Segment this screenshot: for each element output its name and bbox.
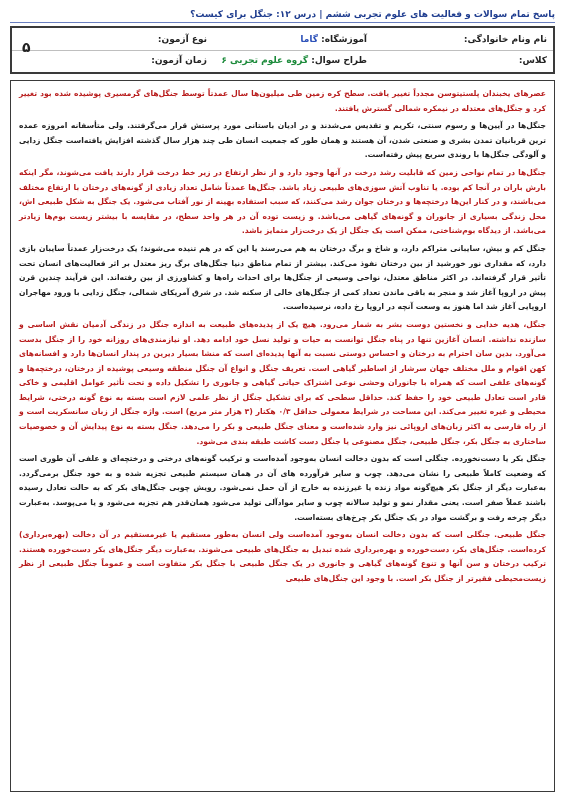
answer-text <box>11 81 554 587</box>
designer-label: طراح سوال: <box>311 56 367 66</box>
header-divider <box>12 50 553 51</box>
class-field[interactable] <box>519 52 547 70</box>
paragraph-1: عصرهای یخبندان پلستیتوسن مجدداً تغییر یافت. سطح کره زمین طی میلیون‌ها سال عمدتاً توسط جنگل‌های گرمسیری پوشیده شده بود تغییر کرد و جنگل‌های معتدله در نیمکره شمالی گسترش یافتند. <box>19 89 546 113</box>
paragraph-6: جنگل بکر یا دست‌نخورده. جنگلی است که بدون دخالت انسان به‌وجود آمده‌است و ترکیب گونه‌های درختی و درختچه‌ای و علفی آن طوری است که وضعیت کاملاً طبیعی را نشان می‌دهد. چوب و سایر فرآورده های آن در همان سیستم طبیعی تجزیه شده و به خود جنگل برمی‌گردد. به‌عبارت دیگر از جنگل بکر هیچ‌گونه مواد زنده یا غیرزنده به خارج از آن حمل نمی‌شود. رویش چوبی جنگل‌های بکر که به حالت تعادل رسیده باشند عملاً صفر است. یعنی مقدار نمو و تولید سالانه چوب و سایر موادآلی تولید می‌شود همان‌قدر هم تجزیه می‌شود و یا می‌پوسد. به‌عبارت دیگر چرخه رفت و برگشت مواد در یک جنگل بکر چرخ‌های بسته‌است. <box>19 454 546 522</box>
exam-time-field[interactable] <box>151 52 207 70</box>
page-top-title: پاسخ تمام سوالات و فعالیت های علوم تجربی ششم | درس ۱۲: جنگل برای کیست؟ <box>10 8 555 23</box>
exam-type-label: نوع آزمون: <box>157 35 207 45</box>
paragraph-4: جنگل کم و بیش، سایبانی متراکم دارد، و شاخ و برگ درختان به هم می‌رسند یا این که در هم تنیده می‌شوند؛ یک درخت‌زار عمدتاً سایبان بازی دارد، که مقداری نور خورشید از بین درختان نفوذ می‌کند. بیشتر از تمام مناطق دنیا جنگل‌های برگ ریز معتدل بر اثر فعالیت‌های انسان تحت تأثیر قرار گرفته‌اند. در اکثر مناطق معتدل، نواحی وسیعی از جنگل‌ها برای احداث راه‌ها و کشاورزی از بین رفته‌اند. این فرآیند چندین قرن پیش در اروپا آغاز شد و منجر به باقی ماندن تعداد کمی از جنگل‌های خالی از سکنه شد. در شرق آمریکای شمالی، جنگل زدایی با ورود مهاجران اروپایی آغاز شد اما هنوز به وسعت آنچه در اروپا رخ داده، نرسیده‌است. <box>19 243 546 312</box>
header-row-1 <box>18 31 547 51</box>
name-field[interactable] <box>464 31 547 49</box>
paragraph-2: جنگل‌ها در آیین‌ها و رسوم سنتی، تکریم و تقدیس می‌شدند و در ادیان باستانی مورد پرستش قرار می‌گرفتند. ولی متأسفانه امروزه عمده ترین قربانیان تمدن بشری و صنعتی شدن، آن هستند و همان طور که جمعیت انسان طی چند هزار سال گذشته افزایش یافته‌است جنگل زدایی و آلودگی جنگل‌ها با روندی سریع پیش رفته‌است. <box>19 121 546 160</box>
answer-text-box <box>10 80 555 792</box>
paragraph-3: جنگل‌ها در تمام نواحی زمین که قابلیت رشد درخت در آنها وجود دارد و از نظر ارتفاع در زیر خط درخت قرار دارند یافت می‌شوند، مگر اینکه بارش باران در آنجا کم بوده. یا تناوب آتش سوزی‌های طبیعی زیاد باشد. جنگل‌ها عمدتاً شامل تعداد زیادی از گونه‌های درختان با ارتفاع مختلف می‌باشند، و در کنار این‌ها درختچه‌ها و درختان جوان رشد می‌کنند، که سبب استفاده بهینه از نور آفتاب می‌شود. یک جنگل به شکل طبیعی اش، محل زندگی بسیاری از جانوران و گونه‌های گیاهی می‌باشد. و زیست توده آن در هر واحد سطح، در مقایسه با بیشتر زیست بوم‌ها زیادتر می‌باشد. از دیدگاه بوم‌شناختی، ممکن است یک جنگل از یک درخت‌زار متمایز باشد. <box>19 167 546 236</box>
school-field <box>300 31 367 49</box>
student-info-header <box>10 26 555 74</box>
header-row-2 <box>18 52 547 72</box>
paragraph-7: جنگل طبیعی. جنگلی است که بدون دخالت انسان به‌وجود آمده‌است ولی انسان به‌طور مستقیم یا غیرمستقیم در آن دخالت (بهره‌برداری) کرده‌است. جنگل‌های بکر، دست‌خورده و بهره‌برداری شده تبدیل به جنگل‌های طبیعی می‌شوند. به‌عبارت دیگر جنگل‌های بکر دست‌خورده هستند. ترکیب درختان و سن آنها و تنوع گونه‌های گیاهی و جانوری در یک جنگل طبیعی با جنگل بکر متفاوت است و عموماً جنگل طبیعی از نظر زیست‌محیطی فقیرتر از جنگل بکر است. با وجود این جنگل‌های طبیعی <box>19 530 546 583</box>
score-number: ۵ <box>22 40 31 56</box>
designer-value: گروه علوم تجربی ۶ <box>221 56 309 66</box>
name-label: نام ونام خانوادگی: <box>463 35 547 45</box>
school-value: گاما <box>300 35 318 45</box>
school-label: آموزشگاه: <box>321 35 367 45</box>
class-label: کلاس: <box>518 56 547 66</box>
exam-type-field[interactable] <box>158 31 207 49</box>
paragraph-5: جنگل، هدیه خدایی و نخستین دوست بشر به شمار می‌رود. هیچ یک از پدیده‌های طبیعت به اندازه جنگل در زندگی آدمیان نقش اساسی و سازنده نداشته. انسان آغازین تنها در پناه جنگل توانست به حیات و تولید نسل خود ادامه دهد. او نیازمندی‌های روزانه خود را از جنگل بدست می‌آورد. بدین سان احترام به درختان و احساس دوستی نسبت به آنها پدیده‌ای است که منشا بسیار دیرین در پندار انسان‌ها دارد و افسانه‌های کهن اقوام و ملل مختلف جهان سرشار از اساطیر گیاهی است. تعریف جنگل و انواع آن جنگل منطقه وسیعی پوشیده از درختان، درختچه‌ها و گونه‌های علفی است که همراه با جانوران وحشی نوعی اشتراک حیاتی گیاهی و جانوری را تشکیل داده و تحت تأثیر عوامل اقلیمی و خاکی قادر است تعادل طبیعی خود را حفظ کند. حداقل سطحی که برای تشکیل جنگل از نظر علمی لازم است بسته به نوع گونه درختی، شرایط محیطی و غیره تغییر می‌کند. این مساحت در شرایط معمولی حداقل ۰/۳ هکتار (۳ هزار متر مربع) است. واژه جنگل از زبان سانسکریت است و از راه فارسی به اکثر زبان‌های اروپائی نیز وارد شده‌است و معنای جنگل طبیعی و بکر را می‌دهد. جنگل بسته به نوع پیدایش آن و خصوصیات ساختاری به جنگل بکر، جنگل طبیعی، جنگل مصنوعی یا جنگل دست کاشت طبقه بندی می‌شود. <box>19 319 547 446</box>
exam-time-label: زمان آزمون: <box>151 56 207 66</box>
designer-field <box>221 52 367 70</box>
